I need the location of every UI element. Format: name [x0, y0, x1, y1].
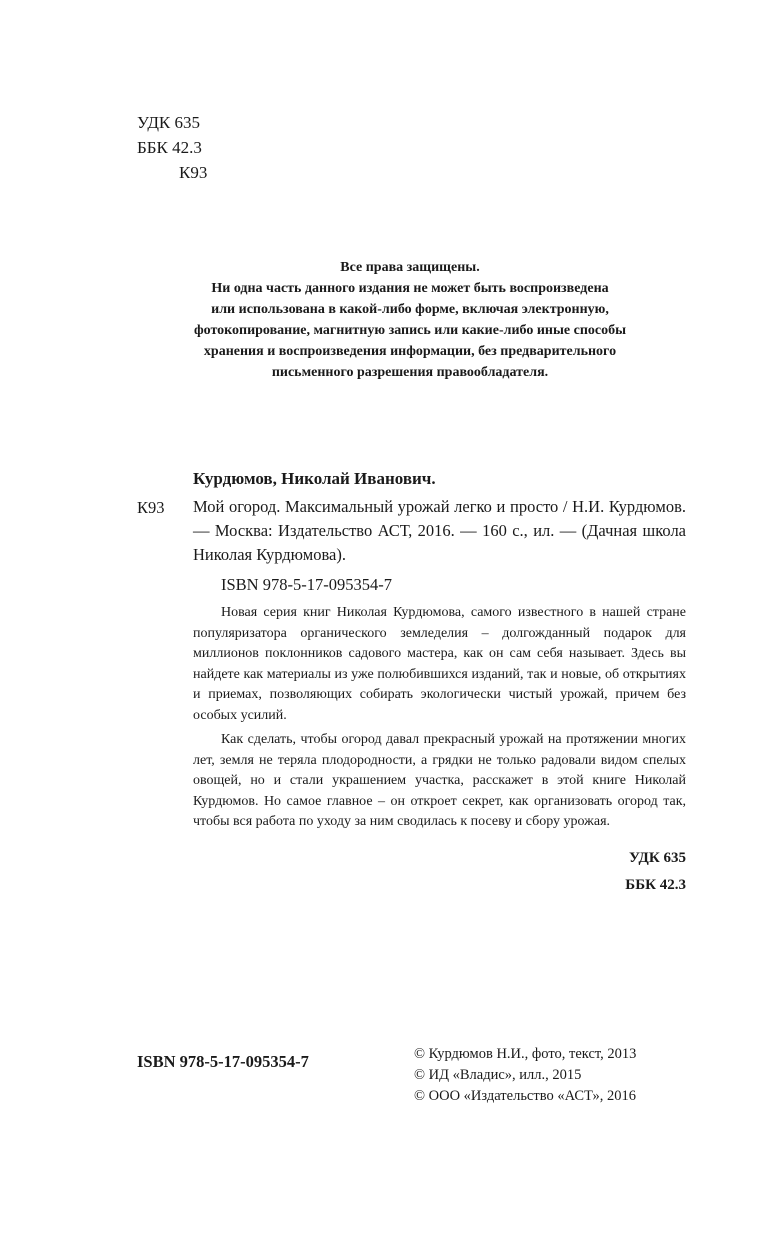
bibliographic-record	[193, 467, 686, 899]
rights-line: Ни одна часть данного издания не может быть воспроизведена	[211, 281, 609, 296]
udk-code-right: УДК 635	[629, 849, 686, 866]
copyright-notices	[414, 1044, 686, 1107]
copyright-line: © Курдюмов Н.И., фото, текст, 2013	[414, 1046, 637, 1062]
annotation	[193, 603, 686, 833]
udk-code: УДК 635	[137, 113, 201, 132]
rights-line: хранения и воспроизведения информации, без предварительного	[203, 344, 617, 359]
rights-notice	[100, 257, 720, 383]
margin-author-mark: К93	[137, 498, 165, 517]
author-mark: К93	[179, 163, 208, 182]
copyright-line: © ООО «Издательство «АСТ», 2016	[414, 1088, 636, 1104]
author-heading: Курдюмов, Николай Иванович.	[193, 469, 436, 488]
copyright-line: © ИД «Владис», илл., 2015	[414, 1067, 582, 1083]
classification-codes-right	[193, 845, 686, 899]
isbn-footer: ISBN 978-5-17-095354-7	[137, 1052, 309, 1071]
annotation-paragraph: Как сделать, чтобы огород давал прекрасный урожай на протяжении многих лет, земля не теряла плодородности, а грядки не только радовали видом спелых овощей, но и стали украшением участка, расскажет в этой книге Николай Курдюмов. Но самое главное – он откроет секрет, как организовать огород так, чтобы вся работа по уходу за ним сводилась к посеву и сбору урожая.	[193, 732, 686, 829]
rights-line: фотокопирование, магнитную запись или какие-либо иные способы	[193, 323, 627, 338]
annotation-paragraph: Новая серия книг Николая Курдюмова, самого известного в нашей стране популяризатора органического земледелия – долгожданный подарок для миллионов поклонников садового мастера, как он сам себя называет. Здесь вы найдете как материалы из уже полюбившихся изданий, так и новые, об открытиях и приемах, позволяющих собирать экологически чистый урожай, причем без особых усилий.	[193, 605, 686, 723]
bibliographic-description: Мой огород. Максимальный урожай легко и просто / Н.И. Курдюмов. — Москва: Издательство АСТ, 2016. — 160 с., ил. — (Дачная школа Николая Курдюмова).	[193, 497, 686, 564]
isbn-record: ISBN 978-5-17-095354-7	[221, 575, 392, 594]
rights-line: Все права защищены.	[340, 260, 480, 275]
classification-codes	[137, 110, 207, 185]
bbk-code: ББК 42.3	[137, 138, 202, 157]
bbk-code-right: ББК 42.3	[625, 876, 686, 893]
rights-line: или использована в какой-либо форме, включая электронную,	[211, 302, 609, 317]
rights-line: письменного разрешения правообладателя.	[271, 365, 549, 380]
